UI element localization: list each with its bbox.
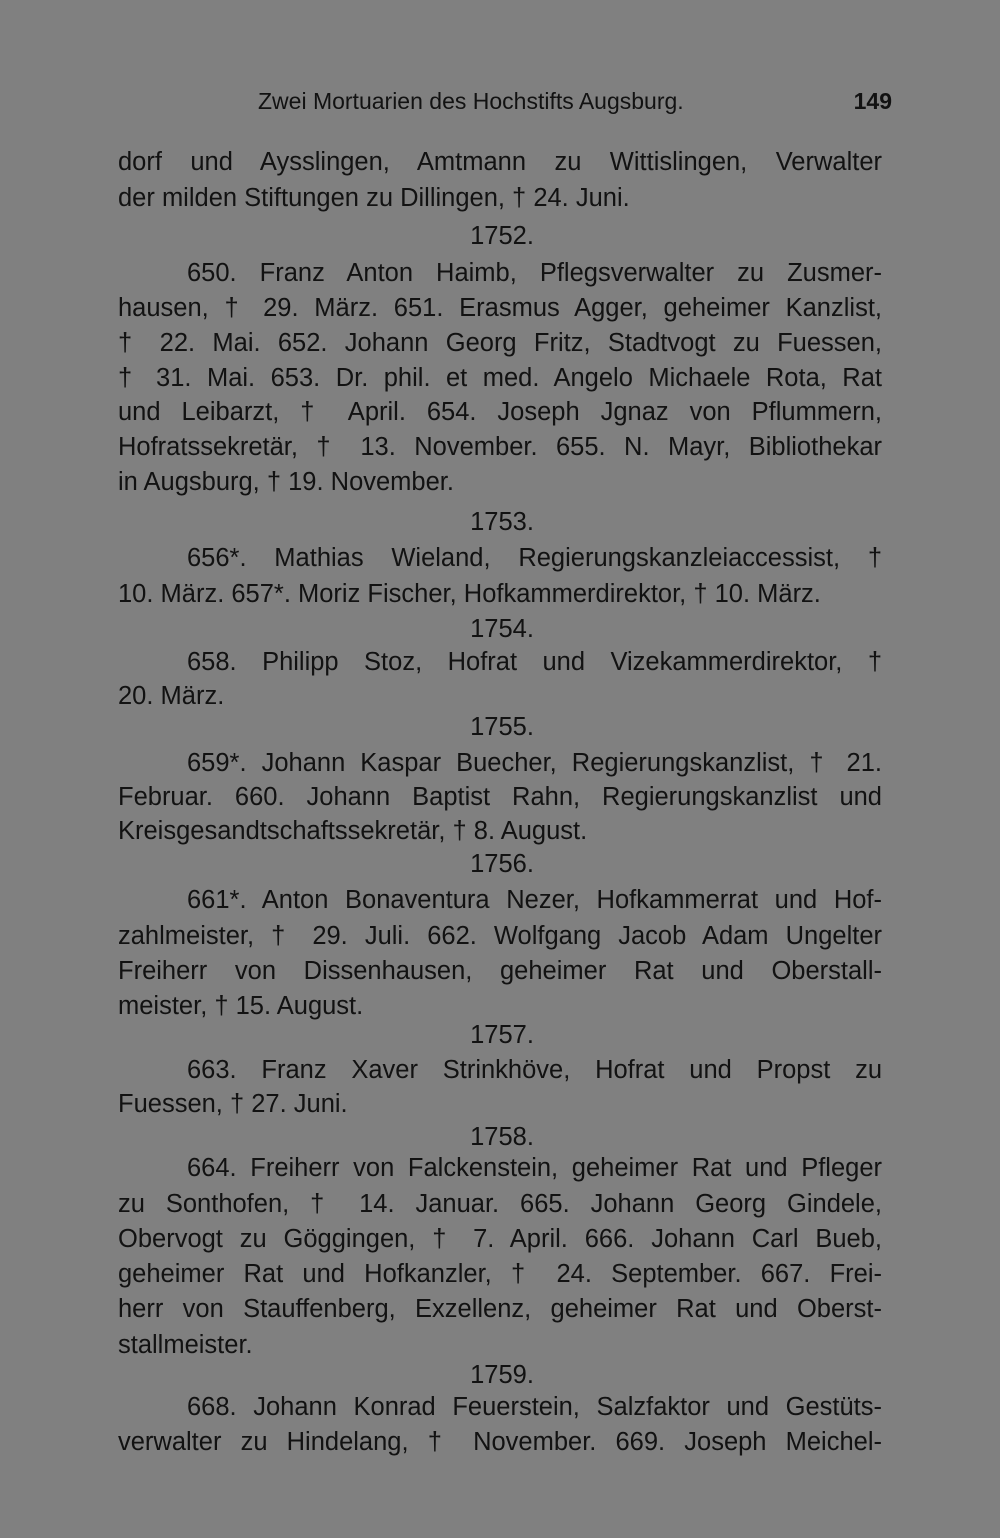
text-line: 668. Johann Konrad Feuerstein, Salzfaktor und Gestüts- [187, 1393, 882, 1421]
text-line: und Leibarzt, † April. 654. Joseph Jgnaz von Pflummern, [118, 398, 882, 426]
year-heading: 1753. [470, 508, 534, 536]
text-line: zahlmeister, † 29. Juli. 662. Wolfgang Jacob Adam Ungelter [118, 922, 882, 950]
text-line: 661*. Anton Bonaventura Nezer, Hofkammerrat und Hof- [187, 886, 882, 914]
text-line: Kreisgesandtschaftssekretär, † 8. August. [118, 817, 588, 845]
text-line: 664. Freiherr von Falckenstein, geheimer Rat und Pfleger [187, 1154, 882, 1182]
text-line: † 22. Mai. 652. Johann Georg Fritz, Stadtvogt zu Fuessen, [118, 329, 882, 357]
text-line: † 31. Mai. 653. Dr. phil. et med. Angelo Michaele Rota, Rat [118, 364, 882, 392]
text-line: verwalter zu Hindelang, † November. 669. Joseph Meichel- [118, 1428, 882, 1456]
text-line: Obervogt zu Göggingen, † 7. April. 666. Johann Carl Bueb, [118, 1225, 882, 1253]
page-number: 149 [853, 88, 892, 114]
text-line: hausen, † 29. März. 651. Erasmus Agger, geheimer Kanzlist, [118, 294, 882, 322]
running-title: Zwei Mortuarien des Hochstifts Augsburg. [258, 88, 684, 114]
year-heading: 1758. [470, 1123, 534, 1151]
year-heading: 1756. [470, 850, 534, 878]
text-line: zu Sonthofen, † 14. Januar. 665. Johann Georg Gindele, [118, 1190, 882, 1218]
year-heading: 1752. [470, 222, 534, 250]
running-head [258, 84, 892, 118]
year-heading: 1754. [470, 615, 534, 643]
year-heading: 1755. [470, 713, 534, 741]
text-line: Hofratssekretär, † 13. November. 655. N. Mayr, Bibliothekar [118, 433, 882, 461]
text-line: Fuessen, † 27. Juni. [118, 1090, 348, 1118]
year-heading: 1757. [470, 1021, 534, 1049]
text-line: der milden Stiftungen zu Dillingen, † 24. Juni. [118, 184, 630, 212]
text-line: in Augsburg, † 19. November. [118, 468, 454, 496]
text-line: herr von Stauffenberg, Exzellenz, geheimer Rat und Oberst- [118, 1295, 882, 1323]
text-line: 659*. Johann Kaspar Buecher, Regierungskanzlist, † 21. [187, 749, 882, 777]
text-line: geheimer Rat und Hofkanzler, † 24. September. 667. Frei- [118, 1260, 882, 1288]
text-line: meister, † 15. August. [118, 992, 364, 1020]
text-line: dorf und Aysslingen, Amtmann zu Wittislingen, Verwalter [118, 148, 882, 176]
text-line: 650. Franz Anton Haimb, Pflegsverwalter zu Zusmer- [187, 259, 882, 287]
year-heading: 1759. [470, 1361, 534, 1389]
text-line: stallmeister. [118, 1331, 253, 1359]
text-line: 658. Philipp Stoz, Hofrat und Vizekammerdirektor, † [187, 648, 882, 676]
text-line: Februar. 660. Johann Baptist Rahn, Regierungskanzlist und [118, 783, 882, 811]
text-line: 10. März. 657*. Moriz Fischer, Hofkammerdirektor, † 10. März. [118, 580, 821, 608]
text-line: 20. März. [118, 682, 225, 710]
text-line: 656*. Mathias Wieland, Regierungskanzleiaccessist, † [187, 544, 882, 572]
text-line: Freiherr von Dissenhausen, geheimer Rat und Oberstall- [118, 957, 882, 985]
text-line: 663. Franz Xaver Strinkhöve, Hofrat und Propst zu [187, 1056, 882, 1084]
